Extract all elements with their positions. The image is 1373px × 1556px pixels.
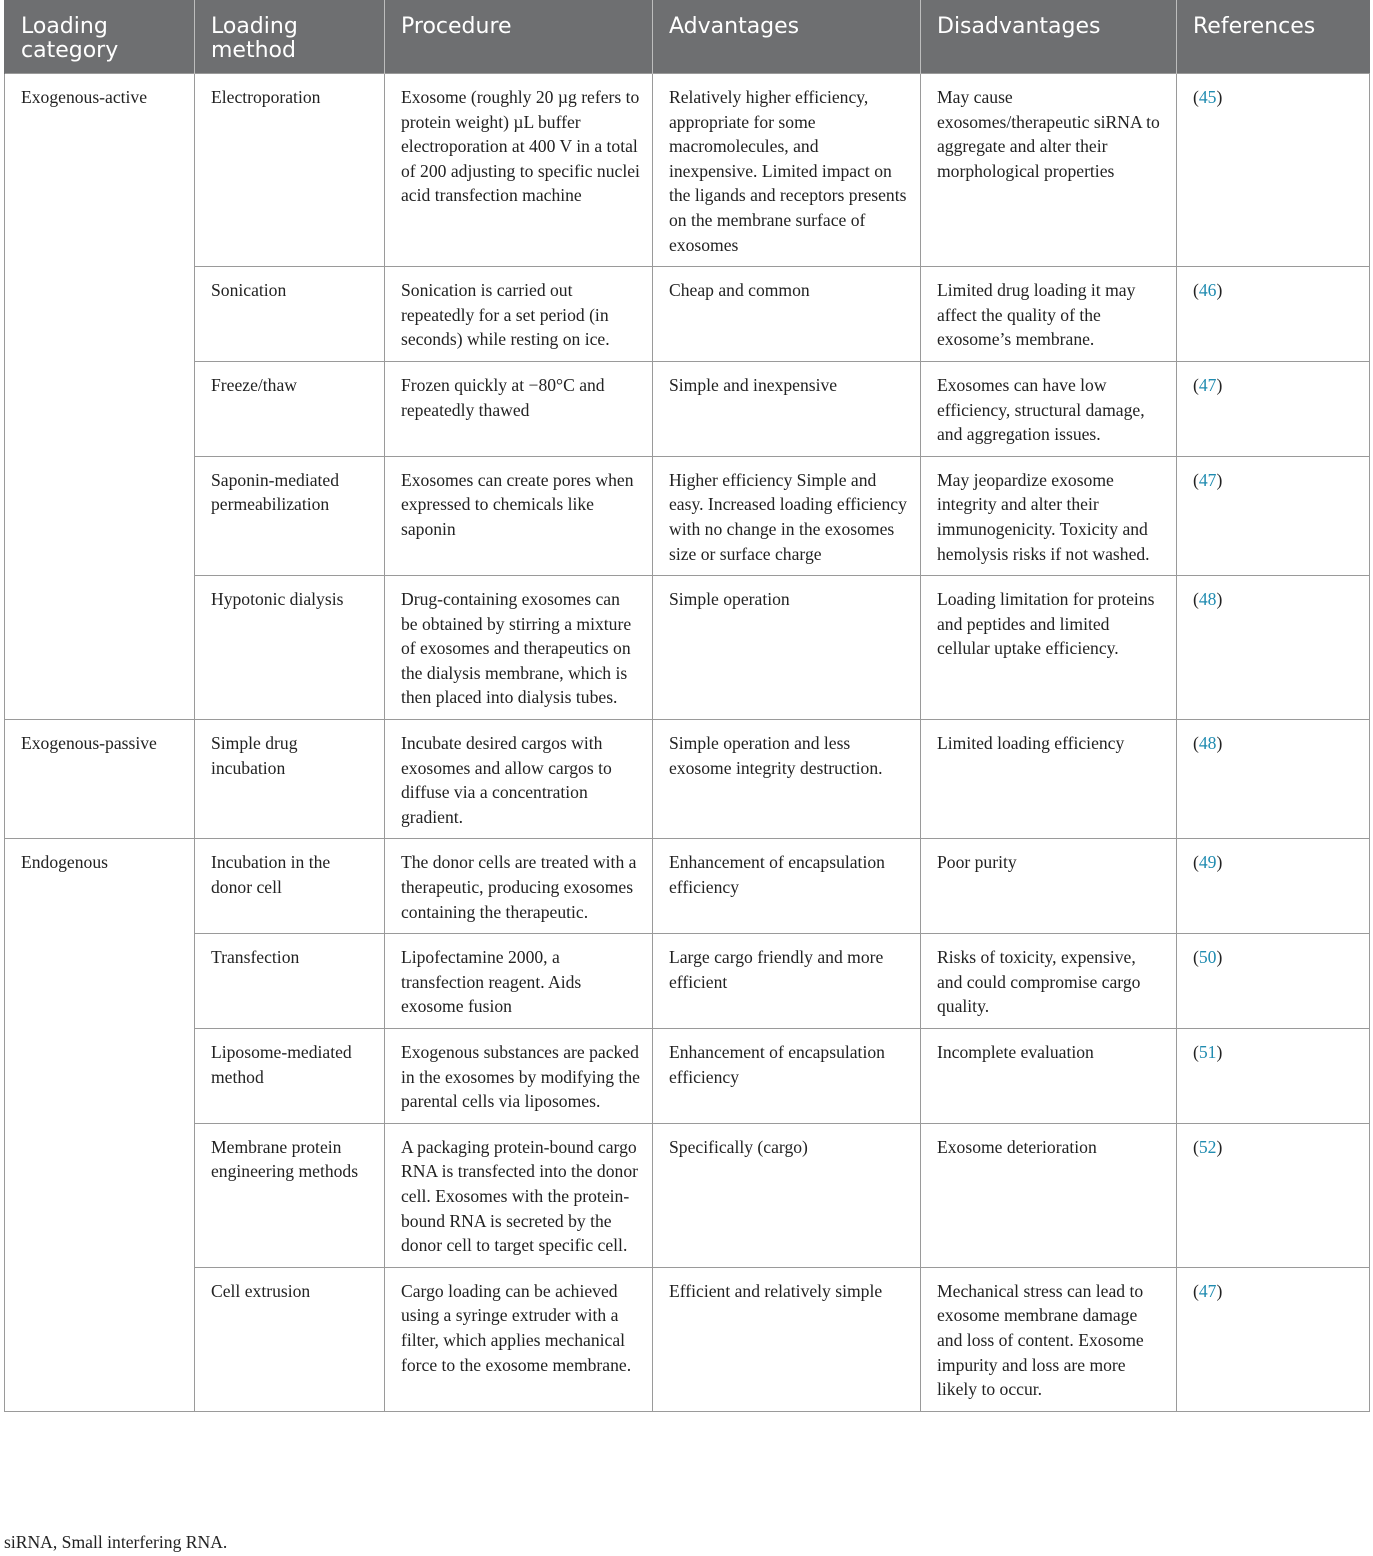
header-loading-category: Loading category — [5, 0, 195, 74]
advantages-cell: Specifically (cargo) — [653, 1123, 921, 1267]
disadvantages-cell: Incomplete evaluation — [921, 1029, 1177, 1124]
paren-close: ) — [1216, 374, 1223, 395]
method-cell: Freeze/thaw — [195, 361, 385, 456]
method-cell: Electroporation — [195, 74, 385, 267]
procedure-cell: Cargo loading can be achieved using a syringe extruder with a filter, which applies mechanical force to the exosome membrane. — [385, 1267, 653, 1411]
paren-close: ) — [1216, 1280, 1223, 1301]
table-row — [5, 576, 1370, 720]
disadvantages-cell: Poor purity — [921, 839, 1177, 934]
disadvantages-cell: Exosomes can have low efficiency, structural damage, and aggregation issues. — [921, 361, 1177, 456]
paren-close: ) — [1216, 852, 1223, 873]
procedure-cell: Exogenous substances are packed in the exosomes by modifying the parental cells via liposomes. — [385, 1029, 653, 1124]
method-cell: Saponin-mediated permeabilization — [195, 456, 385, 575]
table-row — [5, 361, 1370, 456]
reference-link[interactable]: 48 — [1198, 589, 1217, 610]
advantages-cell: Large cargo friendly and more efficient — [653, 934, 921, 1029]
method-cell: Hypotonic dialysis — [195, 576, 385, 720]
reference-link[interactable]: 47 — [1198, 1280, 1217, 1301]
paren-open: ( — [1193, 87, 1199, 107]
disadvantages-cell: May jeopardize exosome integrity and alter their immunogenicity. Toxicity and hemolysis risks if not washed. — [921, 456, 1177, 575]
advantages-cell: Efficient and relatively simple — [653, 1267, 921, 1411]
paren-open: ( — [1193, 733, 1199, 754]
paren-open: ( — [1193, 469, 1199, 490]
reference-cell — [1177, 934, 1370, 1029]
category-cell: Exogenous-passive — [5, 720, 195, 839]
paren-close: ) — [1216, 87, 1223, 107]
reference-cell — [1177, 576, 1370, 720]
procedure-cell: Lipofectamine 2000, a transfection reagent. Aids exosome fusion — [385, 934, 653, 1029]
category-cell: Exogenous-active — [5, 74, 195, 720]
reference-cell — [1177, 839, 1370, 934]
reference-link[interactable]: 46 — [1198, 280, 1217, 301]
paren-close: ) — [1216, 280, 1223, 301]
reference-link[interactable]: 47 — [1198, 374, 1217, 395]
header-procedure: Procedure — [385, 0, 653, 74]
advantages-cell: Higher efficiency Simple and easy. Increased loading efficiency with no change in the exosomes size or surface charge — [653, 456, 921, 575]
paren-close: ) — [1216, 469, 1223, 490]
header-disadvantages: Disadvantages — [921, 0, 1177, 74]
table-row — [5, 456, 1370, 575]
method-cell: Incubation in the donor cell — [195, 839, 385, 934]
procedure-cell: A packaging protein-bound cargo RNA is transfected into the donor cell. Exosomes with the protein-bound RNA is secreted by the donor cell to target specific cell. — [385, 1123, 653, 1267]
paren-close: ) — [1216, 947, 1223, 968]
paren-open: ( — [1193, 280, 1199, 301]
advantages-cell: Enhancement of encapsulation efficiency — [653, 839, 921, 934]
disadvantages-cell: Limited drug loading it may affect the quality of the exosome’s membrane. — [921, 267, 1177, 362]
paren-open: ( — [1193, 947, 1199, 968]
paren-close: ) — [1216, 1136, 1223, 1157]
table-row — [5, 1123, 1370, 1267]
method-cell: Cell extrusion — [195, 1267, 385, 1411]
table-row — [5, 934, 1370, 1029]
reference-cell — [1177, 720, 1370, 839]
header-row — [5, 0, 1370, 74]
table-row — [5, 267, 1370, 362]
method-cell: Membrane protein engineering methods — [195, 1123, 385, 1267]
advantages-cell: Enhancement of encapsulation efficiency — [653, 1029, 921, 1124]
reference-link[interactable]: 48 — [1198, 733, 1217, 754]
paren-open: ( — [1193, 374, 1199, 395]
advantages-cell: Simple and inexpensive — [653, 361, 921, 456]
paren-open: ( — [1193, 589, 1199, 610]
procedure-cell: Frozen quickly at −80°C and repeatedly thawed — [385, 361, 653, 456]
header-advantages: Advantages — [653, 0, 921, 74]
paren-open: ( — [1193, 1280, 1199, 1301]
method-cell: Transfection — [195, 934, 385, 1029]
advantages-cell: Simple operation and less exosome integrity destruction. — [653, 720, 921, 839]
paren-open: ( — [1193, 852, 1199, 873]
header-references: References — [1177, 0, 1370, 74]
procedure-cell: Sonication is carried out repeatedly for a set period (in seconds) while resting on ice. — [385, 267, 653, 362]
paren-close: ) — [1216, 589, 1223, 610]
method-cell: Liposome-mediated method — [195, 1029, 385, 1124]
loading-methods-table — [4, 0, 1370, 1412]
disadvantages-cell: Exosome deterioration — [921, 1123, 1177, 1267]
reference-link[interactable]: 45 — [1198, 87, 1217, 107]
disadvantages-cell: Loading limitation for proteins and peptides and limited cellular uptake efficiency. — [921, 576, 1177, 720]
procedure-cell: Drug-containing exosomes can be obtained by stirring a mixture of exosomes and therapeutics on the dialysis membrane, which is then placed into dialysis tubes. — [385, 576, 653, 720]
reference-cell — [1177, 456, 1370, 575]
disadvantages-cell: May cause exosomes/therapeutic siRNA to aggregate and alter their morphological properties — [921, 74, 1177, 267]
table-footnote: siRNA, Small interfering RNA. — [4, 1532, 228, 1552]
table-row — [5, 1029, 1370, 1124]
disadvantages-cell: Risks of toxicity, expensive, and could compromise cargo quality. — [921, 934, 1177, 1029]
table-container — [4, 0, 1369, 1412]
procedure-cell: Exosome (roughly 20 µg refers to protein weight) µL buffer electroporation at 400 V in a total of 200 adjusting to specific nuclei acid transfection machine — [385, 74, 653, 267]
procedure-cell: The donor cells are treated with a therapeutic, producing exosomes containing the therapeutic. — [385, 839, 653, 934]
paren-close: ) — [1216, 1042, 1223, 1062]
disadvantages-cell: Mechanical stress can lead to exosome membrane damage and loss of content. Exosome impurity and loss are more likely to occur. — [921, 1267, 1177, 1411]
table-row — [5, 74, 1370, 267]
disadvantages-cell: Limited loading efficiency — [921, 720, 1177, 839]
paren-open: ( — [1193, 1042, 1199, 1062]
advantages-cell: Cheap and common — [653, 267, 921, 362]
reference-link[interactable]: 49 — [1198, 852, 1217, 873]
reference-cell — [1177, 361, 1370, 456]
reference-cell — [1177, 1123, 1370, 1267]
reference-cell — [1177, 74, 1370, 267]
paren-close: ) — [1216, 733, 1223, 754]
paren-open: ( — [1193, 1136, 1199, 1157]
reference-link[interactable]: 47 — [1198, 469, 1217, 490]
reference-cell — [1177, 1267, 1370, 1411]
table-row — [5, 720, 1370, 839]
procedure-cell: Exosomes can create pores when expressed to chemicals like saponin — [385, 456, 653, 575]
advantages-cell: Relatively higher efficiency, appropriate for some macromolecules, and inexpensive. Limited impact on the ligands and receptors presents on the membrane surface of exosomes — [653, 74, 921, 267]
table-row — [5, 1267, 1370, 1411]
procedure-cell: Incubate desired cargos with exosomes and allow cargos to diffuse via a concentration gradient. — [385, 720, 653, 839]
reference-link[interactable]: 51 — [1198, 1042, 1217, 1062]
method-cell: Sonication — [195, 267, 385, 362]
reference-link[interactable]: 52 — [1198, 1136, 1217, 1157]
category-cell: Endogenous — [5, 839, 195, 1411]
method-cell: Simple drug incubation — [195, 720, 385, 839]
reference-cell — [1177, 267, 1370, 362]
table-row — [5, 839, 1370, 934]
header-loading-method: Loading method — [195, 0, 385, 74]
reference-cell — [1177, 1029, 1370, 1124]
advantages-cell: Simple operation — [653, 576, 921, 720]
reference-link[interactable]: 50 — [1198, 947, 1217, 968]
